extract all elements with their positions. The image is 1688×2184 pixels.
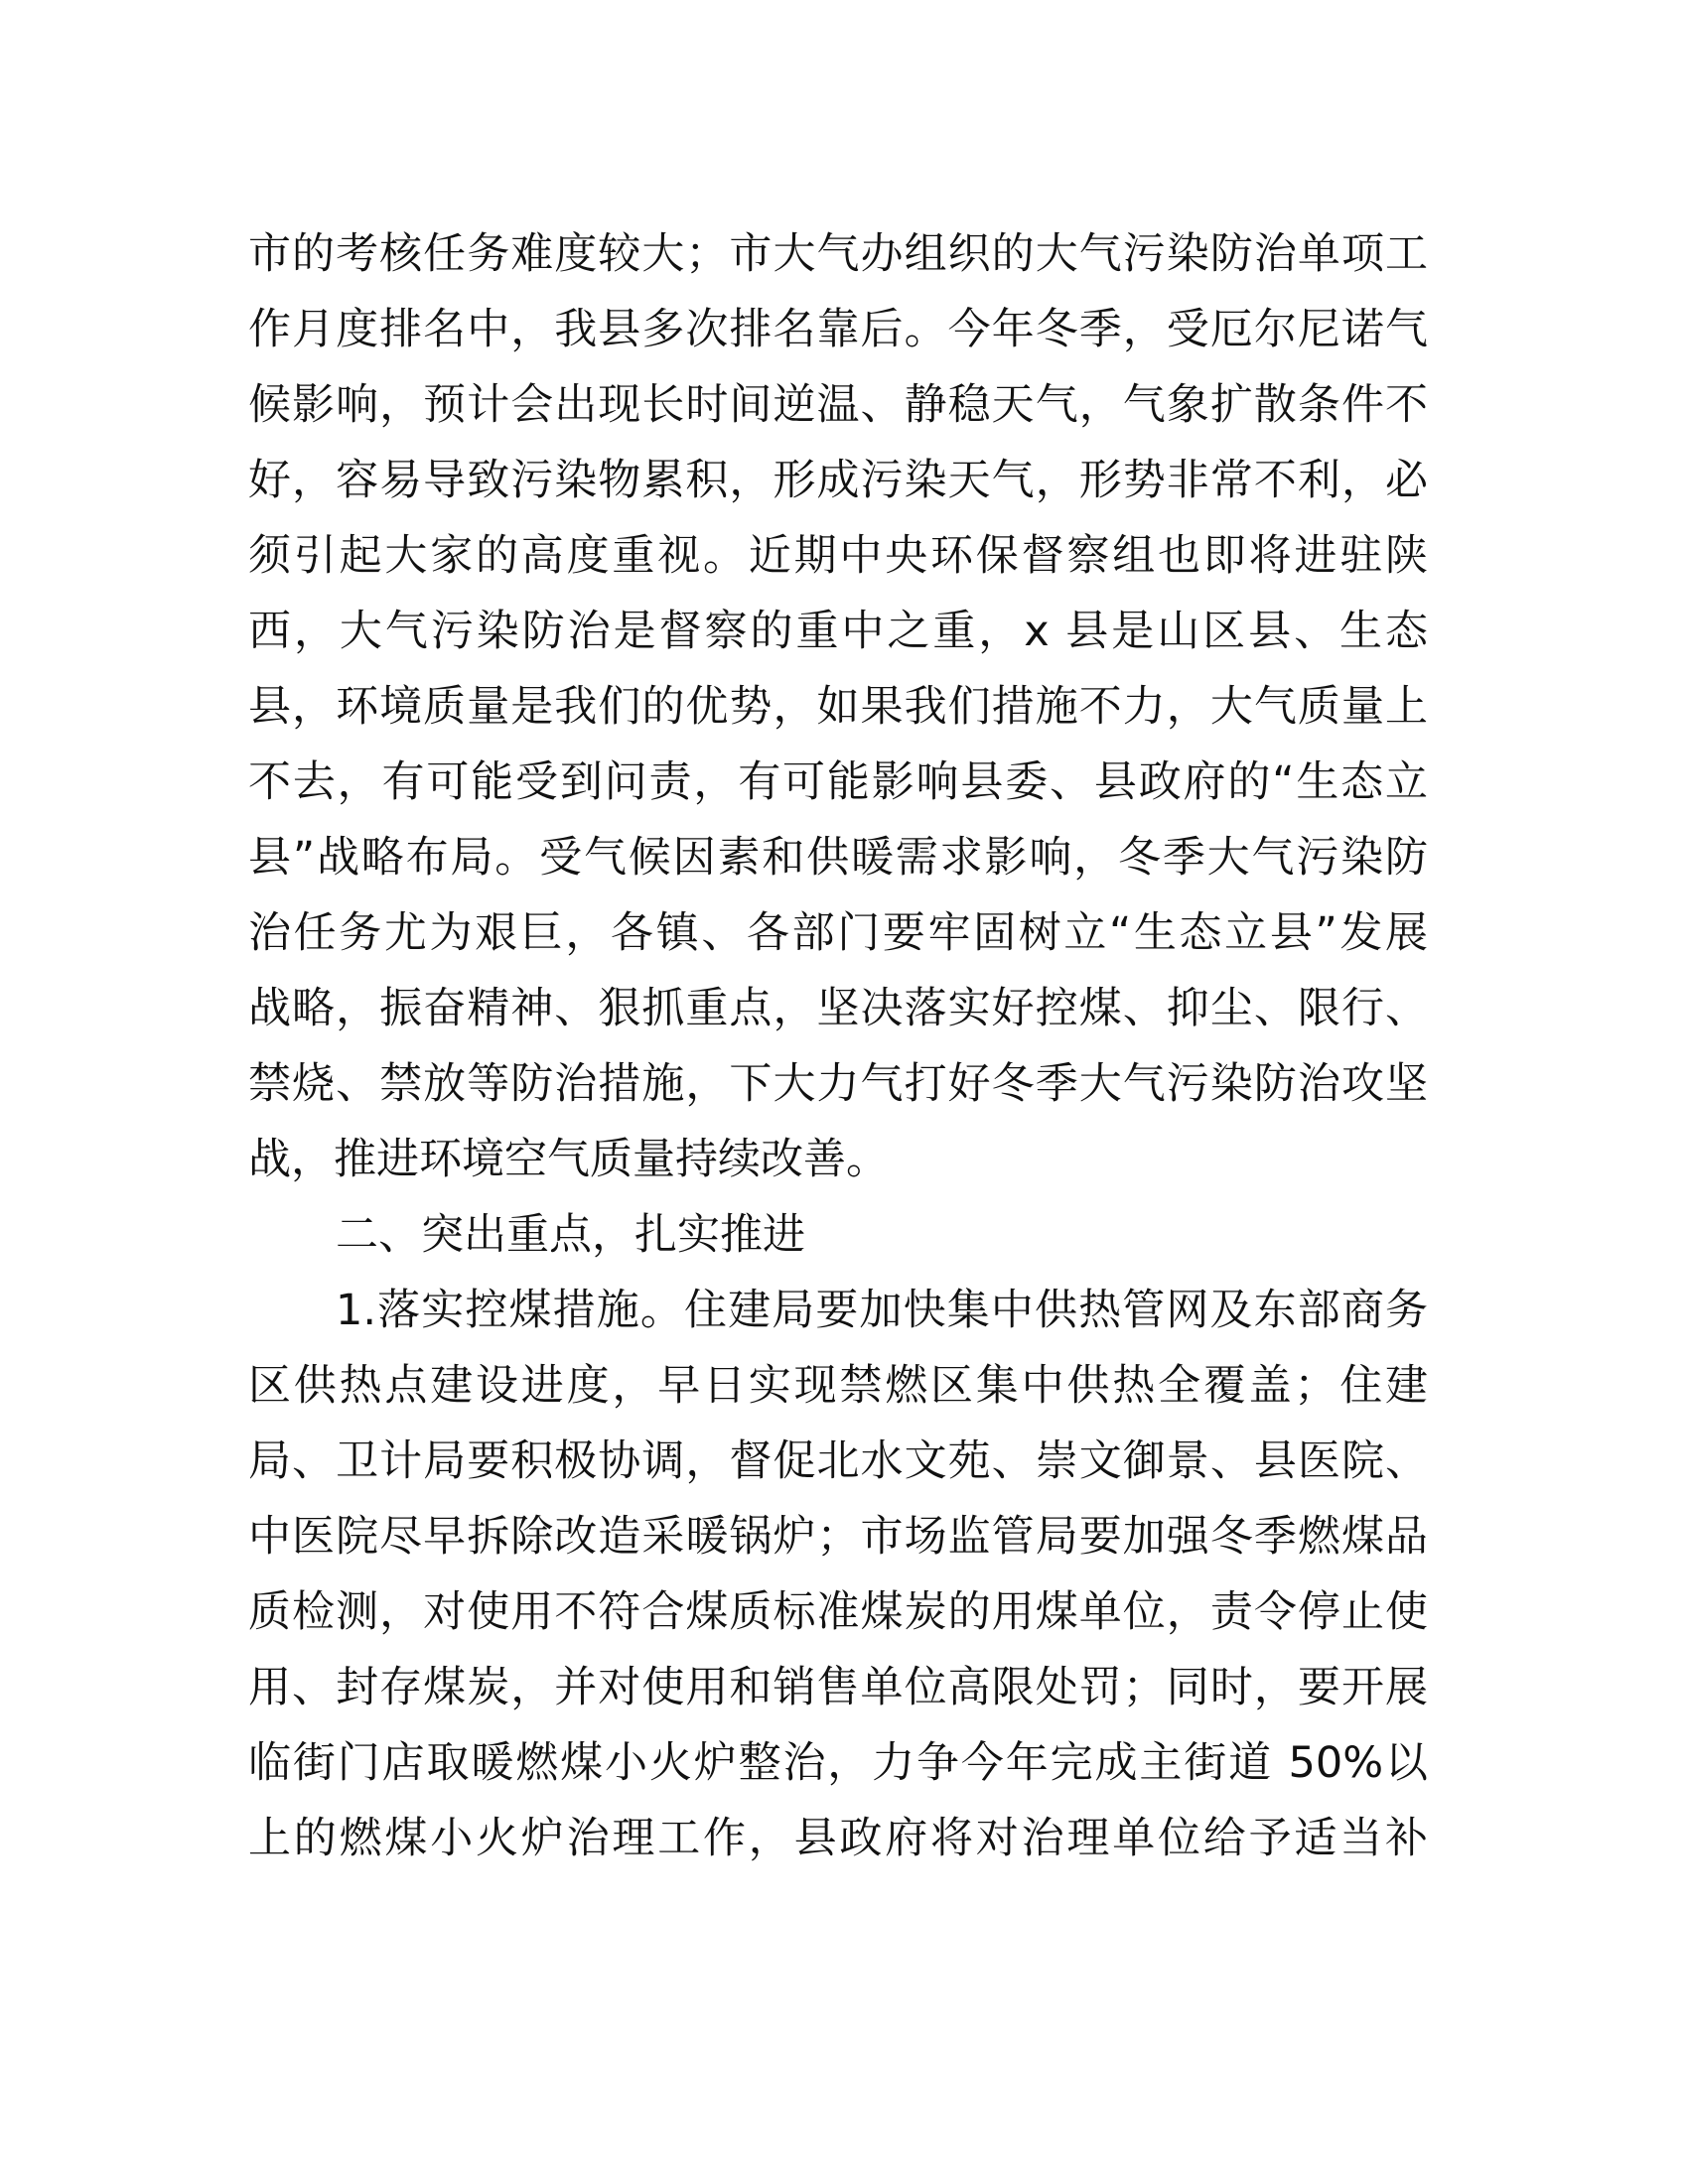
- text-line: 中医院尽早拆除改造采暖锅炉；市场监管局要加强冬季燃煤品: [248, 1512, 1428, 1562]
- text-line: 县”战略布局。受气候因素和供暖需求影响，冬季大气污染防: [248, 833, 1428, 883]
- text-line: 战，推进环境空气质量持续改善。: [248, 1135, 889, 1184]
- text-line: 须引起大家的高度重视。近期中央环保督察组也即将进驻陕: [248, 531, 1428, 581]
- text-line: 质检测，对使用不符合煤质标准煤炭的用煤单位，责令停止使: [248, 1587, 1428, 1637]
- text-line: 治任务尤为艰巨，各镇、各部门要牢固树立“生态立县”发展: [248, 908, 1428, 958]
- paragraph-situation: [248, 216, 1428, 1197]
- text-line: 好，容易导致污染物累积，形成污染天气，形势非常不利，必: [248, 456, 1428, 505]
- text-line: 战略，振奋精神、狠抓重点，坚决落实好控煤、抑尘、限行、: [248, 984, 1428, 1033]
- heading-text: 二、突出重点，扎实推进: [336, 1210, 805, 1260]
- document-page: [248, 216, 1428, 1876]
- text-line: 区供热点建设进度，早日实现禁燃区集中供热全覆盖；住建: [248, 1361, 1428, 1411]
- text-line: 候影响，预计会出现长时间逆温、静稳天气，气象扩散条件不: [248, 380, 1428, 430]
- section-heading: [248, 1197, 1428, 1273]
- text-line: 1.落实控煤措施。住建局要加快集中供热管网及东部商务: [336, 1286, 1428, 1335]
- text-line: 禁烧、禁放等防治措施，下大力气打好冬季大气污染防治攻坚: [248, 1059, 1428, 1109]
- text-line: 上的燃煤小火炉治理工作，县政府将对治理单位给予适当补: [248, 1814, 1428, 1863]
- paragraph-coal-control: [248, 1273, 1428, 1876]
- text-line: 县，环境质量是我们的优势，如果我们措施不力，大气质量上: [248, 682, 1428, 732]
- text-line: 市的考核任务难度较大；市大气办组织的大气污染防治单项工: [248, 229, 1428, 279]
- text-line: 临街门店取暖燃煤小火炉整治，力争今年完成主街道 50%以: [248, 1738, 1428, 1788]
- text-line: 作月度排名中，我县多次排名靠后。今年冬季，受厄尔尼诺气: [248, 305, 1428, 354]
- text-line: 西，大气污染防治是督察的重中之重，x 县是山区县、生态: [248, 607, 1428, 656]
- text-line: 不去，有可能受到问责，有可能影响县委、县政府的“生态立: [248, 757, 1428, 807]
- text-line: 用、封存煤炭，并对使用和销售单位高限处罚；同时，要开展: [248, 1663, 1428, 1712]
- text-line: 局、卫计局要积极协调，督促北水文苑、崇文御景、县医院、: [248, 1436, 1428, 1486]
